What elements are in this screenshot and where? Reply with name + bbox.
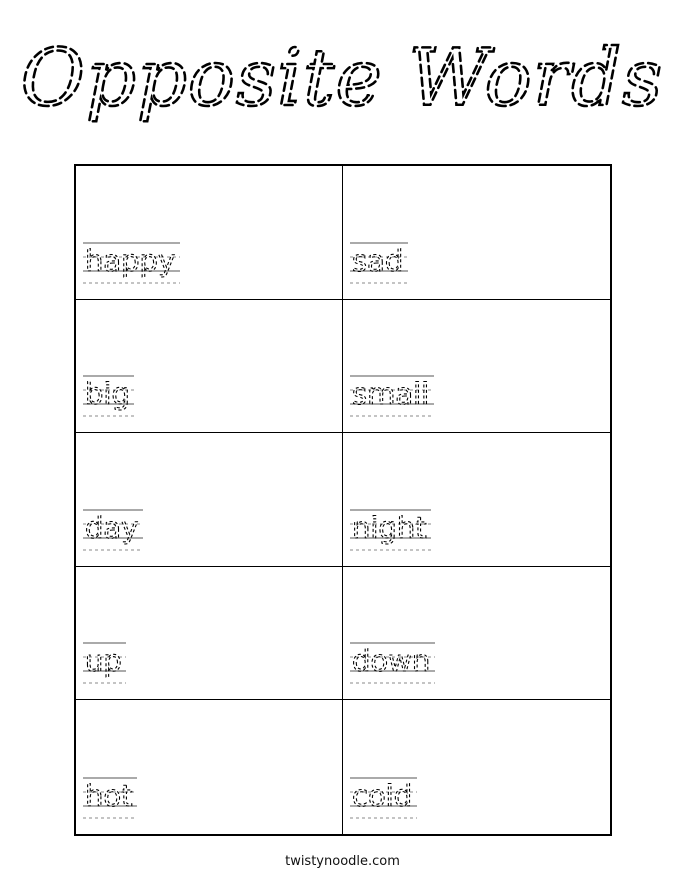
word-cell-right (343, 300, 610, 434)
trace-word: night (352, 510, 427, 545)
tracing-lines (83, 637, 126, 677)
tracing-lines (83, 237, 180, 277)
tracing-lines (350, 237, 408, 277)
trace-word: big (85, 377, 130, 412)
site-credit: twistynoodle.com (285, 854, 400, 869)
trace-word: sad (352, 243, 404, 278)
tracing-lines (350, 637, 435, 677)
word-cell-right (343, 700, 610, 834)
opposites-table (74, 164, 612, 836)
trace-word: happy (85, 243, 176, 278)
tracing-lines (83, 772, 137, 812)
trace-word: cold (352, 779, 413, 813)
tracing-lines (350, 370, 434, 410)
word-cell-left (76, 700, 343, 834)
word-cell-right (343, 433, 610, 567)
word-cell-left (76, 433, 343, 567)
word-cell-left (76, 567, 343, 701)
trace-word: small (352, 377, 430, 412)
tracing-lines (350, 772, 417, 812)
word-cell-right (343, 567, 610, 701)
word-cell-left (76, 166, 343, 300)
trace-word: hot (85, 779, 133, 813)
word-cell-right (343, 166, 610, 300)
trace-word: up (85, 644, 122, 679)
title-text: Opposite Words (20, 33, 664, 124)
trace-word: day (85, 510, 139, 545)
trace-word: down (352, 644, 431, 679)
tracing-lines (83, 504, 143, 544)
worksheet-title (0, 0, 685, 150)
word-cell-left (76, 300, 343, 434)
tracing-lines (350, 504, 431, 544)
tracing-lines (83, 370, 134, 410)
